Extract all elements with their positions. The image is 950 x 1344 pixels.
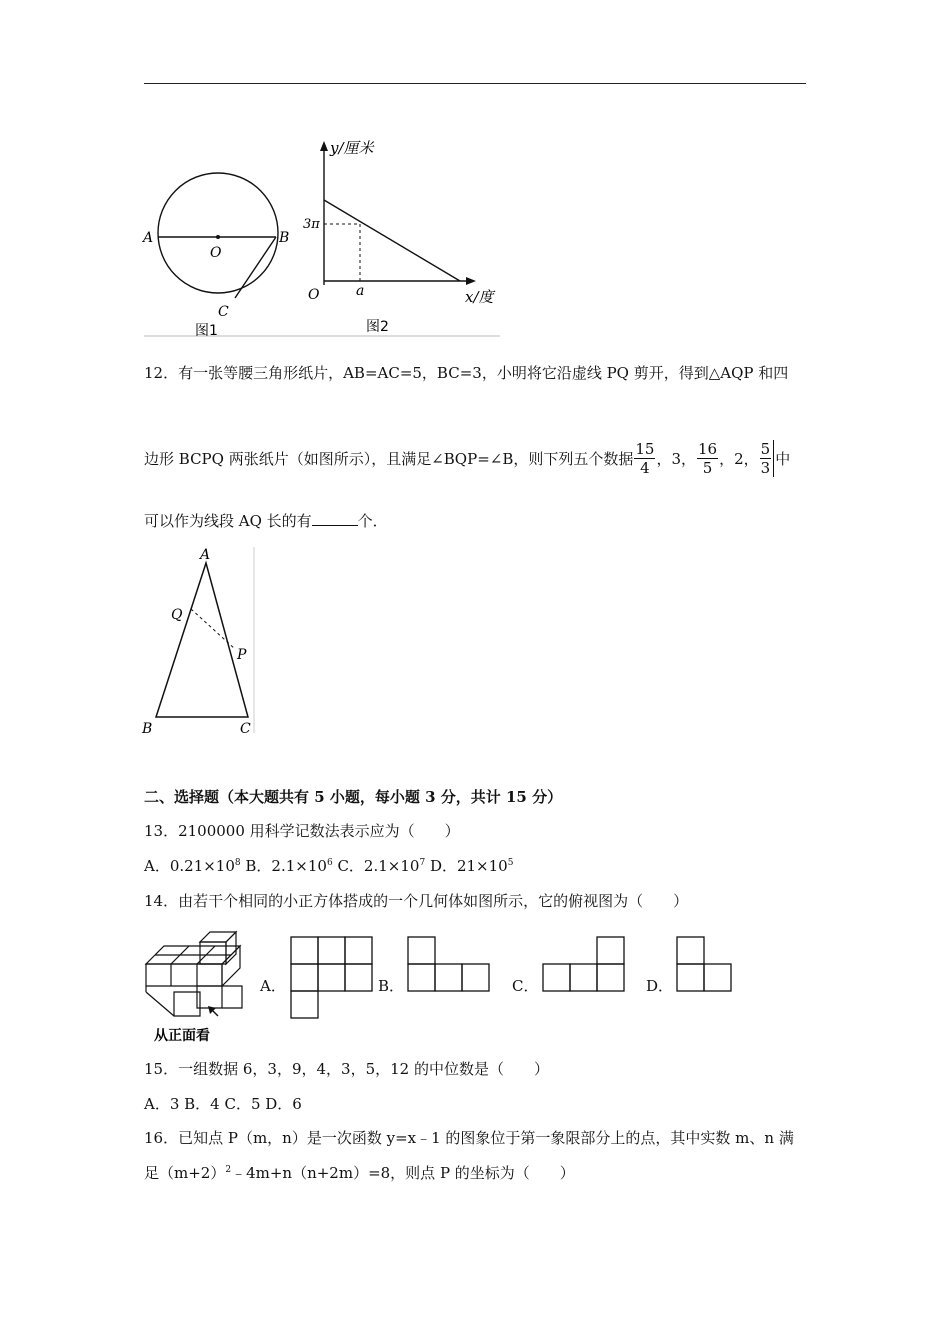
- exponent: 8: [234, 858, 241, 868]
- q13-option-a: A．0.21×10: [144, 857, 235, 875]
- q16-line-1: 16．已知点 P（m，n）是一次函数 y=x﹣1 的图象位于第一象限部分上的点，其中实数 m、n 满: [144, 1129, 794, 1147]
- q12-line-1: 12．有一张等腰三角形纸片，AB=AC=5，BC=3，小明将它沿虚线 PQ 剪开，得到△AQP 和四: [144, 364, 789, 382]
- exponent: 5: [507, 858, 514, 868]
- q13-option-d: D．21×10: [425, 857, 508, 875]
- triangle-figure: [140, 543, 260, 738]
- exponent: 2: [225, 1165, 232, 1175]
- figure-1-circle: [140, 150, 310, 345]
- exponent: 7: [419, 858, 426, 868]
- figure-1-label: 图1: [195, 323, 218, 339]
- q16-line-2-start: 足（m+2）: [144, 1164, 226, 1182]
- point-c-label: C: [218, 304, 229, 320]
- fraction-denominator: 5: [702, 459, 713, 477]
- q13-option-c: C．2.1×10: [332, 857, 420, 875]
- separator: ，3，: [656, 450, 696, 468]
- fraction-numerator: 15: [635, 440, 655, 458]
- q13-options: [144, 855, 513, 876]
- x-tick-label: a: [356, 283, 365, 299]
- point-b-label: B: [279, 230, 290, 246]
- point-a-label: A: [143, 230, 154, 246]
- fraction-16-5: [697, 440, 718, 477]
- fraction-denominator: 3: [760, 459, 771, 477]
- front-view-caption: 从正面看: [154, 1028, 210, 1044]
- q12-line-3: [144, 510, 388, 531]
- figure-2-label: 图2: [366, 319, 389, 335]
- q12-line-2-end: 中: [775, 450, 791, 468]
- q14-label-c: C．: [512, 977, 539, 995]
- q12-line-2-text: 边形 BCPQ 两张纸片（如图所示），且满足∠BQP=∠B，则下列五个数据: [144, 450, 634, 468]
- vertex-a-label: A: [200, 547, 211, 563]
- q14-label-a: A．: [260, 977, 286, 995]
- q15-options: A．3 B．4 C．5 D．6: [144, 1095, 302, 1113]
- cube-solid-figure: [140, 928, 260, 1046]
- q14-option-b-grid: [407, 936, 491, 993]
- fraction-numerator: 5: [760, 440, 771, 458]
- fraction-5-3: [760, 440, 775, 477]
- q16-line-2: [144, 1162, 575, 1183]
- q14-option-a-grid: [290, 936, 374, 1020]
- fraction-numerator: 16: [698, 440, 718, 458]
- x-axis-label: x/度: [465, 288, 494, 306]
- header-rule: [144, 83, 806, 84]
- q14-stem: 14．由若干个相同的小正方体搭成的一个几何体如图所示，它的俯视图为（ ）: [144, 892, 689, 910]
- q12-line-2: [144, 440, 790, 477]
- exponent: 6: [326, 858, 333, 868]
- q14-option-d-grid: [676, 936, 733, 993]
- point-q-label: Q: [171, 607, 183, 623]
- y-tick-label: 3π: [303, 217, 320, 232]
- q14-option-c-grid: [542, 936, 626, 993]
- q15-stem: 15．一组数据 6，3，9，4，3，5，12 的中位数是（ ）: [144, 1060, 549, 1078]
- q13-stem: 13．2100000 用科学记数法表示应为（ ）: [144, 822, 460, 840]
- fraction-denominator: 4: [640, 459, 650, 477]
- answer-blank: [312, 513, 358, 526]
- vertex-c-label: C: [240, 721, 251, 737]
- vertex-b-label: B: [142, 721, 153, 737]
- section-2-heading: 二、选择题（本大题共有 5 小题，每小题 3 分，共计 15 分）: [144, 788, 563, 806]
- y-axis-label: y/厘米: [330, 139, 374, 157]
- separator: ，2，: [719, 450, 759, 468]
- q16-line-2-end: ﹣4m+n（n+2m）=8，则点 P 的坐标为（ ）: [231, 1164, 575, 1182]
- point-o-label: O: [210, 245, 222, 261]
- q13-option-b: B．2.1×10: [240, 857, 327, 875]
- fraction-15-4: [634, 440, 655, 477]
- q14-label-b: B．: [378, 977, 405, 995]
- origin-label: O: [308, 287, 320, 303]
- q12-line-3-text: 可以作为线段 AQ 长的有: [144, 512, 312, 530]
- figure-2-graph: [300, 135, 505, 345]
- point-p-label: P: [237, 647, 247, 663]
- q14-label-d: D．: [646, 977, 674, 995]
- q12-line-3-end: 个．: [357, 512, 388, 530]
